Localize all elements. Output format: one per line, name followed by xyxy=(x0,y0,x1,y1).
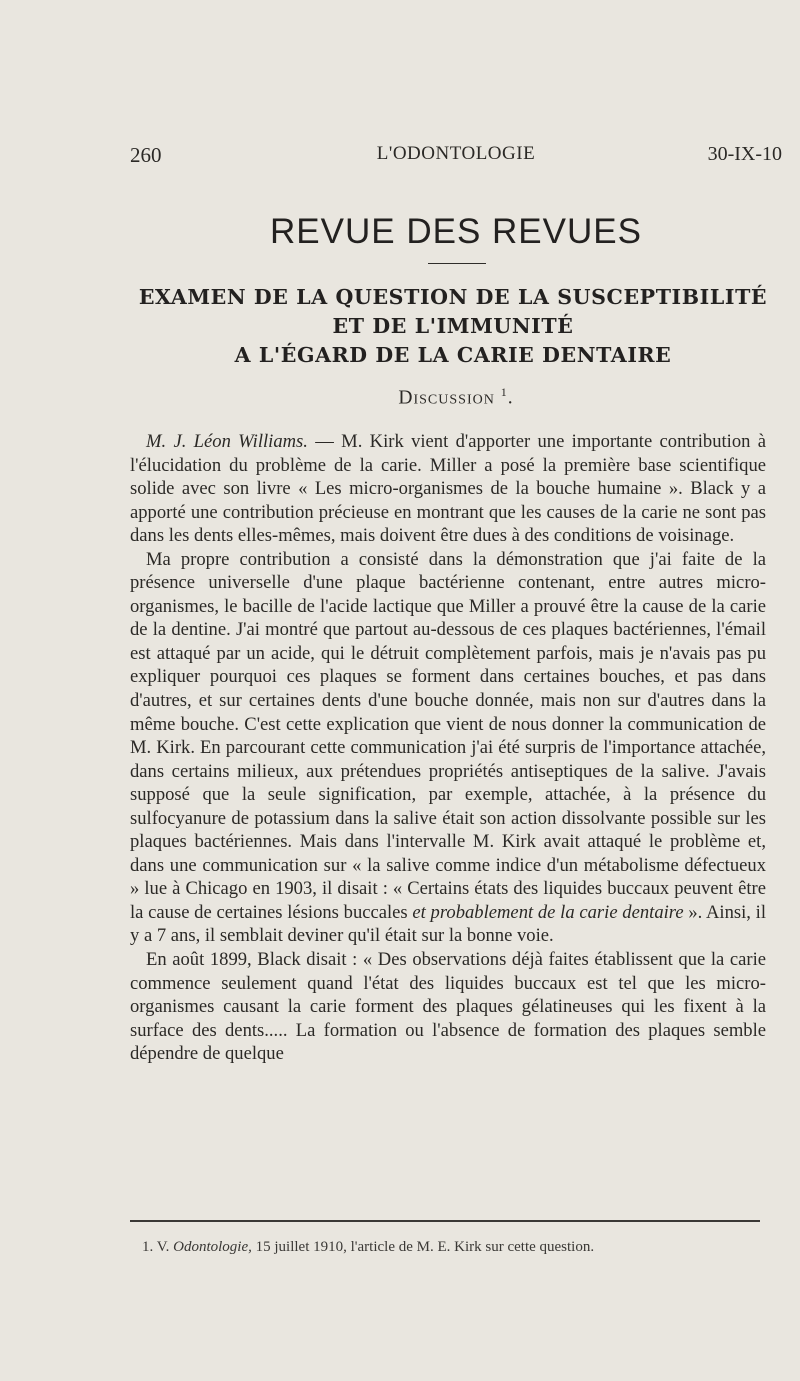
article-title-line-2: ET DE L'IMMUNITÉ xyxy=(332,314,574,338)
article-title-line-3: A L'ÉGARD DE LA CARIE DENTAIRE xyxy=(234,343,672,367)
paragraph-2-text-after: ». Ainsi, il y a 7 ans, il semblait deviner qu'il était sur la bonne voie. xyxy=(130,901,766,947)
footnote-reference: 1 xyxy=(500,385,508,399)
paragraph-3 xyxy=(130,948,766,1066)
speaker-name: M. J. Léon Williams. xyxy=(146,431,308,452)
section-title: REVUE DES REVUES xyxy=(270,212,642,251)
paragraph-2-italic: et probablement de la carie dentaire xyxy=(412,901,684,923)
footnote xyxy=(142,1239,772,1256)
footnote-number: 1. xyxy=(142,1239,154,1255)
paragraph-2-text-before: Ma propre contribution a consisté dans la démonstration que j'ai faite de la présence universelle d'une plaque bactérienne contenant, entre autres micro-organismes, le bacille de l'acide lactique que Miller a prouvé être la cause de la carie de la dentine. J'ai montré que partout au-dessous de ces plaques bactériennes, l'émail est attaqué par un acide, qui le détruit complètement parfois, mais je n'avais pas pu expliquer pourquoi ces plaques se forment dans certaines bouches, et pas dans d'autres, et sur certaines dents d'une bouche donnée, mais non sur d'autres dans la même bouche. C'est cette explication que vient de nous donner la communication de M. Kirk. En parcourant cette communication j'ai été surpris de l'importance attachée, dans certains milieux, aux prétendues propriétés antiseptiques de la salive. J'avais supposé que la seule signification, par exemple, attachée, à la présence du sulfocyanure de potassium dans la salive était son action dissolvante possible sur les plaques bactériennes. Mais dans l'intervalle M. Kirk avait attaqué le problème et, dans une communication sur « la salive comme indice d'un métabolisme défectueux » lue à Chicago en 1903, il disait : « Certains états des liquides buccaux peuvent être la cause de certaines lésions buccales xyxy=(130,548,766,923)
footnote-prefix: V. xyxy=(156,1239,170,1255)
paragraph-2 xyxy=(130,548,766,948)
page-number: 260 xyxy=(130,143,162,167)
paragraph-3-text: En août 1899, Black disait : « Des observations déjà faites établissent que la carie commence seulement quand l'état des liquides buccaux est tel que les micro-organismes causant la carie forment des plaques gélatineuses qui les fixent à la surface des dents..... La formation ou l'absence de formation des plaques semble dépendre de quelque xyxy=(130,949,766,1065)
article-title-line-1: EXAMEN DE LA QUESTION DE LA SUSCEPTIBILITÉ xyxy=(138,285,768,309)
footnote-journal: Odontologie, xyxy=(173,1239,252,1255)
discussion-label: Discussion xyxy=(398,387,495,409)
discussion-heading: Discussion $^1$. xyxy=(398,385,514,409)
article-body xyxy=(130,430,766,1066)
issue-date: 30-IX-10 xyxy=(707,143,782,165)
title-divider xyxy=(428,263,486,264)
article-title xyxy=(118,283,788,370)
running-header xyxy=(130,143,782,173)
journal-name: L'ODONTOLOGIE xyxy=(376,143,536,164)
paragraph-1-text: — M. Kirk vient d'apporter une importante contribution à l'élucidation du problème de la carie. Miller a posé la première base scientifique solide avec son livre « Les micro-organismes de la bouche humaine ». Black y a apporté une contribution précieuse en montrant que les causes de la carie ne sont pas dans les dents elles-mêmes, mais doivent être dues à des conditions de voisinage. xyxy=(130,431,766,547)
footnote-text: 15 juillet 1910, l'article de M. E. Kirk sur cette question. xyxy=(255,1239,595,1255)
footnote-rule xyxy=(130,1220,760,1222)
paragraph-1 xyxy=(130,430,766,548)
